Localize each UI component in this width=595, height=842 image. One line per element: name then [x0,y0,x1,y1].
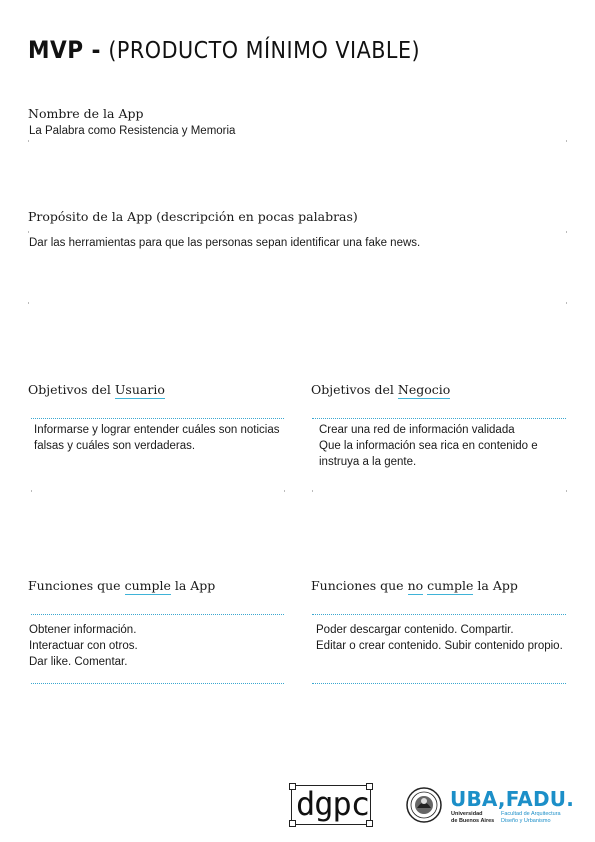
uba-fadu-logo: UBA,FADU. [450,787,575,811]
business-goals-divider [312,418,566,419]
functions-no-divider-top [312,614,566,615]
field-tick [28,140,29,142]
logo-corner [289,783,296,790]
field-tick [28,302,29,304]
dgpc-logo-text: dgpc [296,785,370,823]
uba-seal-icon [406,787,442,823]
field-tick [566,490,567,492]
field-tick [31,490,32,492]
business-goals-text: Crear una red de información validada Que la información sea rica en contenido e instruya a la gente. [319,424,538,468]
user-goals-emph: Usuario [114,382,165,397]
business-goals-emph: Negocio [397,382,451,397]
field-tick [566,231,567,233]
business-goals-label: Objetivos del Negocio [311,382,451,397]
functions-yes-emph: cumple [124,578,171,593]
logo-corner [289,820,296,827]
functions-yes-divider-top [31,614,284,615]
functions-no-text: Poder descargar contenido. Compartir. Editar o crear contenido. Subir contenido propio. [316,624,563,652]
functions-no-label: Funciones que no cumple la App [311,578,518,593]
user-goals-text: Informarse y lograr entender cuáles son noticias falsas y cuáles son verdaderas. [34,424,280,452]
purpose-value: Dar las herramientas para que las personas sepan identificar una fake news. [29,237,421,249]
user-goals-label: Objetivos del Usuario [28,382,165,397]
uba-sub-right: Facultad de Arquitectura Diseño y Urbanismo [501,811,561,824]
app-name-label: Nombre de la App [28,106,144,121]
field-tick [566,302,567,304]
functions-yes-text: Obtener información. Interactuar con otros. Dar like. Comentar. [29,624,138,668]
field-tick [312,490,313,492]
field-tick [28,231,29,233]
field-tick [284,490,285,492]
functions-no-emph-cumple: cumple [427,578,474,593]
uba-sub-left: Universidad de Buenos Aires [451,811,495,824]
dgpc-logo [291,785,371,825]
functions-no-divider-bottom [312,683,566,684]
page-title: MVP - (PRODUCTO MÍNIMO VIABLE) [28,36,421,64]
app-name-value: La Palabra como Resistencia y Memoria [29,125,236,137]
purpose-label: Propósito de la App (descripción en pocas palabras) [28,209,358,224]
user-goals-divider [31,418,284,419]
functions-yes-divider-bottom [31,683,284,684]
field-tick [566,140,567,142]
functions-yes-label: Funciones que cumple la App [28,578,216,593]
functions-no-emph-no: no [407,578,424,593]
